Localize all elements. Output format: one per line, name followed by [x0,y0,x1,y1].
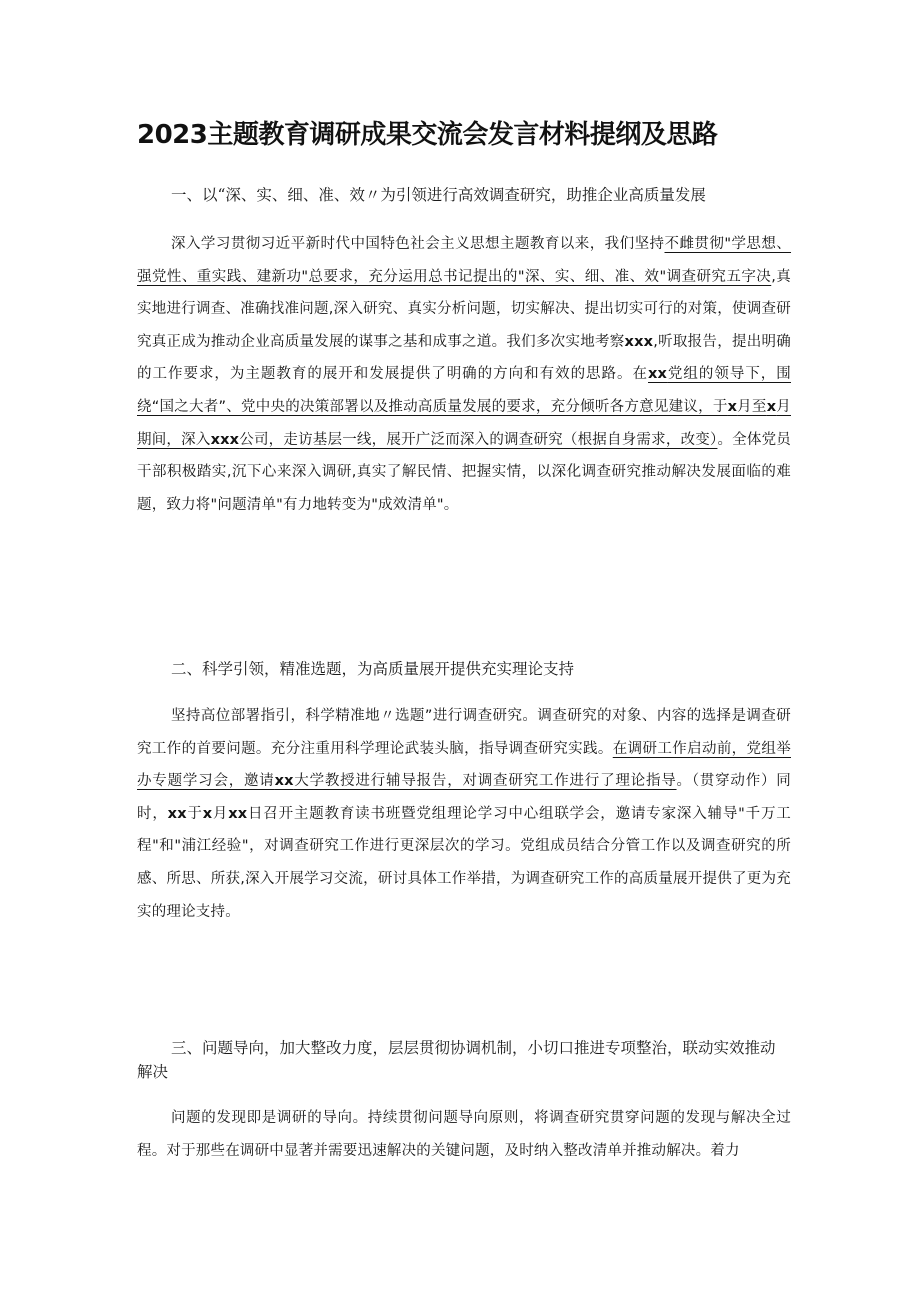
placeholder-text: xxx [210,431,240,448]
text-run: 于 [186,805,203,822]
section-heading-1: 一、以“深、实、细、准、效〃为引领进行高效调查研究，助推企业高质量发展 [171,186,706,204]
text-run: 深入学习贯彻习近平新时代中国特色社会主义思想主题教育以来，我们坚持 [171,236,665,252]
placeholder-text: x [766,398,777,415]
underlined-text: 大学教授进行辅导报告，对调查研究工作进行了理论指导 [293,773,677,790]
underlined-text: 月至 [737,398,767,415]
underlined-text: 在调研工作启动前，党组举办专题学习会，邀请 [137,740,791,790]
section-paragraph-2 [137,700,791,928]
text-run: 。（贯穿动作）同时， [137,773,792,822]
document-title: 2023主题教育调研成果交流会发言材料提纲及思路 [137,120,718,150]
placeholder-text: x [727,398,738,415]
section-paragraph-3 [137,1102,791,1167]
placeholder-text: xx [648,366,668,383]
section-paragraph-1 [137,228,791,521]
text-run: 月 [212,805,229,822]
section-heading-3: 三、问题导向，加大整改力度，层层贯彻协调机制，小切口推进专项整治，联动实效推动解决 [137,1039,776,1081]
underlined-text: 党组的领导下，围绕“国之大者”、党中央的决策部署以及推动高质量发展的要求，充分倾听各方意见建议，于 [137,366,791,415]
placeholder-text: xxx [624,333,654,350]
underlined-text: 不雌贯彻"学思想、强党性、重实践、建新功"总要求，充分运用总书记提出的"深、实、细、准、效"调查研究五字决 [137,236,792,285]
text-run: 问题的发现即是调研的导向。持续贯彻问题导向原则，将调查研究贯穿问题的发现与解决全过程。对于那些在调研中显著并需要迅速解决的关键问题，及时纳入整改清单并推动解决。着力 [137,1110,791,1159]
section-heading-2: 二、科学引领，精准选题，为高质量展开提供充实理论支持 [171,660,575,678]
text-run: 日召开主题教育读书班暨党组理论学习中心组联学会，邀请专家深入辅导"千万工程"和"浦江经验"，对调查研究工作进行更深层次的学习。党组成员结合分管工作以及调查研究的所感、所思、所获,深入开展学习交流，研讨具体工作举措，为调查研究工作的高质量展开提供了更为充实的理论支持。 [137,805,792,920]
text-run: 坚持高位部署指引，科学精准地〃选题”进行调查研究。调查研究的对象、内容的选择是调查研究工作的首要问题。充分注重用科学理论武装头脑，指导调查研究实践。 [137,708,791,757]
placeholder-text: xx [274,773,294,790]
placeholder-text: x [202,805,213,822]
placeholder-text: xx [228,805,248,822]
placeholder-text: xx [167,805,187,822]
underlined-text: 月期间，深入 [137,398,791,448]
text-run: ,真实地进行调查、准确找准问题,深入研究、真实分析问题，切实解决、提出切实可行的对策，使调查研究真正成为推动企业高质量发展的谋事之基和成事之道。我们多次实地考察 [137,268,791,350]
underlined-text: 公司，走访基层一线，展开广泛而深入的调查研究（根据自身需求，改变） [239,431,718,448]
text-run: 。全体党员干部积极踏实,沉下心来深入调研,真实了解民情、把握实情，以深化调查研究推动解决发展面临的难题，致力将"问题清单"有力地转变为"成效清单"。 [137,431,791,513]
text-run: ,听取报告，提出明确的工作要求，为主题教育的展开和发展提供了明确的方向和有效的思路。在 [137,333,791,383]
